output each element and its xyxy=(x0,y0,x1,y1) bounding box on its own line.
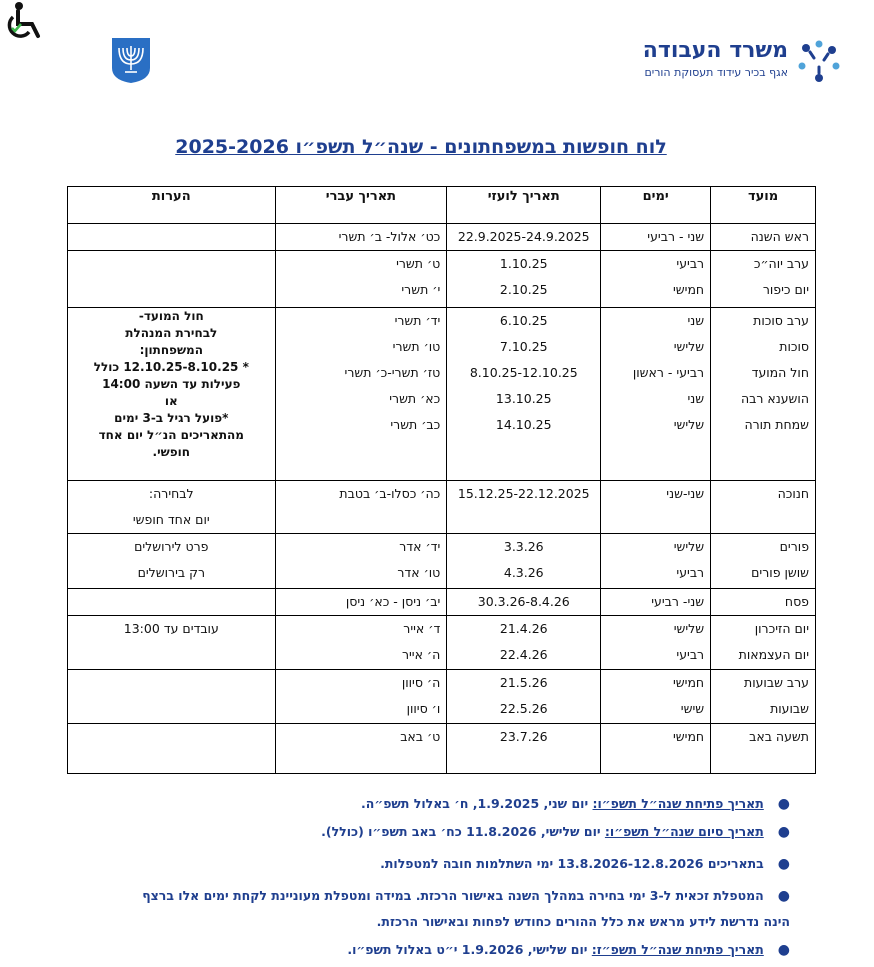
days-cell: שלישי xyxy=(673,539,705,554)
gregorian-date-cell: 1.10.25 xyxy=(499,256,548,271)
notes-cell xyxy=(68,251,276,308)
page-title: לוח חופשות במשפחתונים - שנה״ל תשפ״ו 2025-2026 xyxy=(175,136,667,158)
days-cell: רביעי xyxy=(676,647,705,662)
ministry-subtitle: אגף בכיר עידוד תעסוקת הורים xyxy=(644,66,788,79)
note-line: רק בירושלים xyxy=(137,565,205,580)
gregorian-date-cell: 21.4.26 xyxy=(499,621,548,636)
bullet-icon: ● xyxy=(777,824,790,840)
bullet-icon: ● xyxy=(777,796,790,812)
event-cell: שמחת תורה xyxy=(744,417,809,432)
table-header-row xyxy=(68,187,816,224)
bullet-icon: ● xyxy=(777,856,790,872)
table-row xyxy=(68,724,816,774)
hebrew-date-cell: יד׳ תשרי xyxy=(394,313,441,328)
days-cell: שלישי xyxy=(673,417,705,432)
gregorian-date-cell: 14.10.25 xyxy=(495,417,552,432)
hebrew-date-cell: כא׳ תשרי xyxy=(389,391,441,406)
hebrew-date-cell: יד׳ אדר xyxy=(399,539,441,554)
note-line: לבחירת המנהלת xyxy=(125,326,218,340)
menorah-emblem-icon xyxy=(108,34,154,84)
note-line: * 12.10.25-8.10.25 כולל xyxy=(93,360,249,374)
table-row xyxy=(68,224,816,251)
days-cell: שני-שני xyxy=(666,486,705,501)
ministry-logo xyxy=(614,38,844,86)
hebrew-date-cell: ד׳ אייר xyxy=(403,621,441,636)
event-cell: סוכות xyxy=(779,339,809,354)
note-line: *פועל רגיל ב-3 ימים xyxy=(114,411,229,425)
notes-cell xyxy=(68,481,276,534)
hebrew-date-cell: ט׳ באב xyxy=(400,729,441,744)
bullet-text: יום שלישי, 11.8.2026 כח׳ באב תשפ״ו (כולל). xyxy=(321,824,605,839)
days-cell: שלישי xyxy=(673,339,705,354)
gregorian-date-cell: 13.10.25 xyxy=(495,391,552,406)
table-row xyxy=(68,616,816,670)
ministry-name: משרד העבודה xyxy=(642,38,788,63)
note-line: יום אחד חופשי xyxy=(132,512,210,527)
header-days: ימים xyxy=(601,187,711,224)
hebrew-date-cell: ה׳ סיוון xyxy=(401,675,441,690)
event-cell: יום כיפור xyxy=(762,282,809,297)
header-gregorian-date: תאריך לועזי xyxy=(447,187,601,224)
holiday-table xyxy=(67,186,816,774)
hebrew-date-cell: ה׳ אייר xyxy=(401,647,441,662)
bullet-label: תאריך סיום שנה״ל תשפ״ו: xyxy=(604,824,764,839)
note-line: לבחירה: xyxy=(148,486,194,501)
days-cell: רביעי xyxy=(676,565,705,580)
note-line: חופשי. xyxy=(152,445,190,459)
hebrew-date-cell: טז׳ תשרי-כ׳ תשרי xyxy=(344,365,441,380)
bullet-label: תאריך פתיחת שנה״ל תשפ״ז: xyxy=(591,942,764,957)
gregorian-date-cell: 22.5.26 xyxy=(499,701,548,716)
wheelchair-icon[interactable] xyxy=(2,0,48,42)
hebrew-date-cell: ט׳ תשרי xyxy=(396,256,441,271)
days-cell: שני xyxy=(687,313,705,328)
gregorian-date-cell: 8.10.25-12.10.25 xyxy=(469,365,578,380)
gregorian-date-cell: 3.3.26 xyxy=(503,539,544,554)
notes-cell xyxy=(68,616,276,670)
days-cell: חמישי xyxy=(673,675,705,690)
header-event: מועד xyxy=(711,187,816,224)
gregorian-date-cell: 23.7.26 xyxy=(499,729,548,744)
bullet-text: בתאריכים 13.8.2026-12.8.2026 ימי השתלמות חובה למטפלות. xyxy=(380,856,764,871)
gregorian-date-cell: 4.3.26 xyxy=(503,565,544,580)
list-item xyxy=(30,942,790,958)
event-cell: ערב שבועות xyxy=(743,675,809,690)
hebrew-date-cell: טו׳ תשרי xyxy=(392,339,441,354)
bullet-icon: ● xyxy=(777,888,790,904)
days-cell: שני - רביעי xyxy=(647,229,705,244)
note-line: או xyxy=(164,394,178,408)
gregorian-date-cell: 15.12.25-22.12.2025 xyxy=(457,486,590,501)
hebrew-date-cell: ו׳ סיוון xyxy=(406,701,441,716)
days-cell: שלישי xyxy=(673,621,705,636)
bullet-text: יום שני, 1.9.2025, ח׳ באלול תשפ״ה. xyxy=(360,796,593,811)
bullet-text: יום שלישי, 1.9.2026 י״ט באלול תשפ״ו. xyxy=(347,942,592,957)
days-cell: רביעי - ראשון xyxy=(632,365,705,380)
gregorian-date-cell: 2.10.25 xyxy=(499,282,548,297)
notes-cell xyxy=(68,308,276,481)
table-row xyxy=(68,534,816,589)
list-item-continuation xyxy=(30,914,790,929)
bullet-text: הינה נדרשת לידע מראש את כלל ההורים כחודש לפחות ובאישור הרכזת. xyxy=(376,914,790,929)
notes-cell xyxy=(68,534,276,589)
event-cell: יום הזיכרון xyxy=(754,621,809,636)
notes-cell xyxy=(68,724,276,774)
header-hebrew-date: תאריך עברי xyxy=(275,187,447,224)
event-cell: פסח xyxy=(784,594,809,609)
hebrew-date-cell: טו׳ אדר xyxy=(397,565,441,580)
ministry-logo-icon xyxy=(794,38,844,86)
event-cell: חנוכה xyxy=(777,486,809,501)
note-line: עובדים עד 13:00 xyxy=(123,621,219,636)
notes-cell xyxy=(68,224,276,251)
note-line: חול המועד- xyxy=(138,309,204,323)
bullet-label: תאריך פתיחת שנה״ל תשפ״ו: xyxy=(592,796,764,811)
event-cell: פורים xyxy=(779,539,809,554)
hebrew-date-cell: כט׳ אלול- ב׳ תשרי xyxy=(338,229,441,244)
gregorian-date-cell: 7.10.25 xyxy=(499,339,548,354)
days-cell: חמישי xyxy=(673,729,705,744)
table-row xyxy=(68,589,816,616)
gregorian-date-cell: 22.9.2025-24.9.2025 xyxy=(457,229,590,244)
table-row xyxy=(68,481,816,534)
gregorian-date-cell: 6.10.25 xyxy=(499,313,548,328)
list-item xyxy=(30,888,790,904)
event-cell: שבועות xyxy=(770,701,809,716)
event-cell: ערב סוכות xyxy=(753,313,809,328)
note-line: פרט לירושלים xyxy=(134,539,209,554)
gregorian-date-cell: 30.3.26-8.4.26 xyxy=(477,594,570,609)
notes-cell xyxy=(68,670,276,724)
event-cell: חול המועד xyxy=(751,365,809,380)
gregorian-date-cell: 22.4.26 xyxy=(499,647,548,662)
hebrew-date-cell: כה׳ כסלו-ב׳ בטבת xyxy=(339,486,441,501)
note-line: מהתאריכים הנ״ל יום אחד xyxy=(98,428,244,442)
days-cell: שישי xyxy=(680,701,705,716)
event-cell: תשעה באב xyxy=(749,729,809,744)
table-row xyxy=(68,670,816,724)
bullet-text: המטפלת זכאית ל-3 ימי בחירה במהלך השנה באישור הרכזת. במידה ומטפלת מעוניינת לקחת ימים אלו ברצף xyxy=(142,888,764,903)
days-cell: שני- רביעי xyxy=(651,594,705,609)
event-cell: הושענא רבה xyxy=(740,391,809,406)
list-item xyxy=(30,796,790,812)
event-cell: ראש השנה xyxy=(750,229,809,244)
table-row xyxy=(68,308,816,481)
table-row xyxy=(68,251,816,308)
days-cell: רביעי xyxy=(676,256,705,271)
gregorian-date-cell: 21.5.26 xyxy=(499,675,548,690)
bullet-icon: ● xyxy=(777,942,790,958)
hebrew-date-cell: כב׳ תשרי xyxy=(390,417,441,432)
note-line: פעילות עד השעה 14:00 xyxy=(102,377,241,391)
note-line: המשפחתון: xyxy=(139,343,203,357)
notes-cell xyxy=(68,589,276,616)
hebrew-date-cell: י׳ תשרי xyxy=(401,282,441,297)
event-cell: יום העצמאות xyxy=(738,647,809,662)
days-cell: חמישי xyxy=(673,282,705,297)
header-notes: הערות xyxy=(68,187,276,224)
hebrew-date-cell: יב׳ ניסן - כא׳ ניסן xyxy=(345,594,441,609)
list-item xyxy=(30,856,790,872)
days-cell: שני xyxy=(687,391,705,406)
list-item xyxy=(30,824,790,840)
event-cell: ערב יוה״כ xyxy=(753,256,809,271)
event-cell: שושן פורים xyxy=(751,565,809,580)
